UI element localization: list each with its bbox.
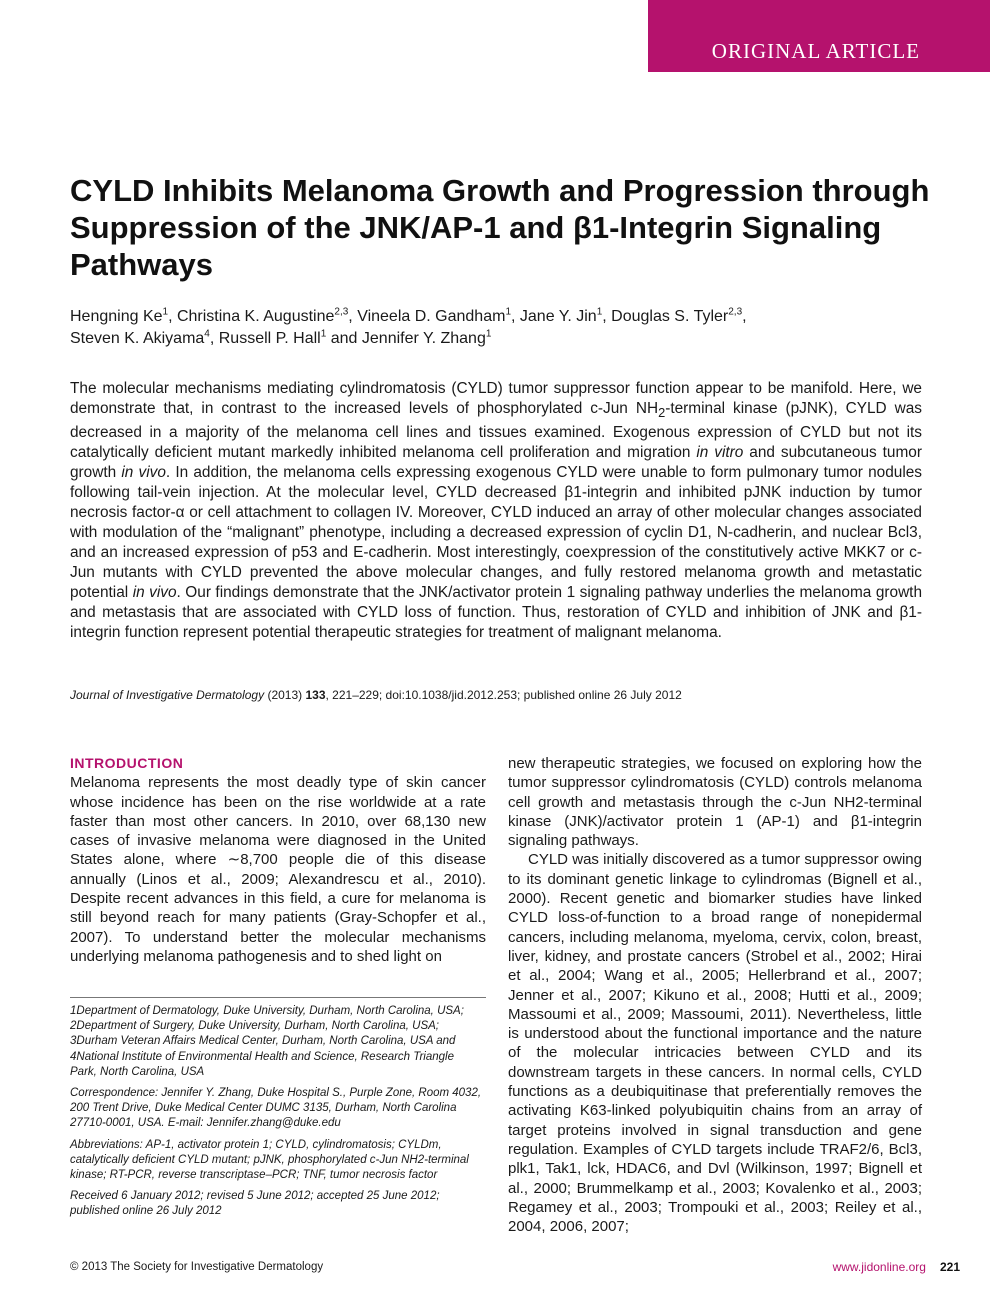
abstract-subscript: 2 bbox=[658, 405, 666, 421]
intro-paragraph: Melanoma represents the most deadly type of skin cancer whose incidence has been on the rise worldwide at a rate faster than most other cancers. In 2010, over 68,130 new cases of invasive melanoma were diagnosed in the United States alone, where ∼8,700 people die of this disease annually (Linos et al., 2009; Alexandrescu et al., 2010). Despite recent advances in this field, a cure for melanoma is still beyond reach for many patients (Gray-Schopfer et al., 2007). To understand better the molecular mechanisms underlying melanoma pathogenesis and to shed light on bbox=[70, 774, 486, 965]
journal-citation bbox=[70, 687, 930, 703]
abstract-text: . In addition, the melanoma cells expressing exogenous CYLD were unable to form pulmonary tumor nodules following tail-vein injection. At the molecular level, CYLD decreased β1-integrin and inhibited pJNK induction by tumor necrosis factor-α or cell attachment to collagen IV. Moreover, CYLD induced an array of other molecular changes associated with modulation of the “malignant” phenotype, including a decreased expression of cyclin D1, N-cadherin, and nuclear Bcl3, and an increased expression of p53 and E-cadherin. Most interestingly, coexpression of the constitutively active MKK7 or c-Jun mutants with CYLD prevented the above molecular changes, and fully restored melanoma growth and metastatic potential bbox=[70, 464, 922, 602]
author-list: Hengning Ke$^1$, Christina K. Augustine$^{2,3}$, Vineela D. Gandham$^1$, Jane Y. Jin$^1$, Douglas S. Tyler$^{2,3}$, Steven K. Akiyama$^4$, Russell P. Hall$^1$ and Jennifer Y. Zhang$^1$ bbox=[70, 306, 747, 347]
citation-volume: 133 bbox=[305, 688, 326, 702]
author-affiliation: 1 bbox=[596, 306, 603, 318]
abstract-italic: in vivo bbox=[121, 464, 166, 482]
author-affiliation: 2,3 bbox=[728, 306, 743, 318]
author: Jane Y. Jin bbox=[519, 308, 597, 325]
article-type-label: ORIGINAL ARTICLE bbox=[711, 39, 920, 63]
footnotes bbox=[70, 1004, 482, 1226]
abstract-text: The molecular mechanisms mediating cylindromatosis (CYLD) tumor suppressor function appear to be manifold. Here, we demonstrate that, in contrast to the increased levels of phosphorylated c-Jun NH bbox=[70, 380, 922, 417]
author-affiliation: 1 bbox=[485, 328, 492, 340]
author: Russell P. Hall bbox=[218, 330, 321, 347]
journal-name: Journal of Investigative Dermatology bbox=[70, 688, 265, 702]
body-paragraph: CYLD was initially discovered as a tumor suppressor owing to its dominant genetic linkage to cylindromas (Bignell et al., 2000). Recent genetic and biomarker studies have linked CYLD loss-of-function to a broad range of nonepidermal cancers, including melanoma, myeloma, cervix, colon, breast, liver, kidney, and prostate cancers (Strobel et al., 2002; Hirai et al., 2004; Wang et al., 2005; Hellerbrand et al., 2007; Jenner et al., 2007; Kikuno et al., 2008; Hutti et al., 2009; Massoumi et al., 2009; Massoumi, 2011). Nevertheless, little is understood about the functional importance and the nature of the molecular intricacies between CYLD and its downstream targets in these cancers. In normal cells, CYLD functions as a deubiquitinase that preferentially removes the activating K63-linked polyubiquitin chains from an array of target proteins involved in signal transduction and gene regulation. Examples of CYLD targets include TRAF2/6, Bcl3, plk1, Tak1, lck, HDAC6, and Dvl (Wilkinson, 1997; Bignell et al., 2000; Brummelkamp et al., 2003; Kovalenko et al., 2003; Regamey et al., 2003; Trompouki et al., 2003; Reiley et al., 2004, 2006, 2007; bbox=[508, 851, 922, 1236]
author-affiliation: 1 bbox=[505, 306, 511, 318]
received-note: Received 6 January 2012; revised 5 June 2012; accepted 25 June 2012; published online 26 July 2012 bbox=[70, 1190, 440, 1218]
copyright-notice: © 2013 The Society for Investigative Dermatology bbox=[70, 1261, 324, 1273]
author: Douglas S. Tyler bbox=[611, 308, 729, 325]
author-affiliation: 1 bbox=[162, 306, 169, 318]
author-affiliation: 2,3 bbox=[334, 306, 349, 318]
page-footer bbox=[833, 1260, 960, 1274]
author-connector: and bbox=[330, 330, 358, 347]
footnote-divider bbox=[70, 997, 486, 998]
page-number: 221 bbox=[939, 1260, 960, 1274]
correspondence-note: Correspondence: Jennifer Y. Zhang, Duke Hospital S., Purple Zone, Room 4032, 200 Trent Drive, Duke Medical Center DUMC 3135, Durham, North Carolina 27710-0001, USA. E-mail: Jennifer.zhang@duke.edu bbox=[70, 1087, 482, 1130]
author: Vineela D. Gandham bbox=[357, 308, 506, 325]
author-affiliation: 4 bbox=[204, 328, 210, 340]
author-affiliation: 1 bbox=[320, 328, 327, 340]
article-title: CYLD Inhibits Melanoma Growth and Progression through Suppression of the JNK/AP-1 and β1-Integrin Signaling Pathways bbox=[70, 173, 930, 282]
abstract-text: -terminal kinase (pJNK), CYLD was decreased in a majority of the melanoma cell lines and tissues examined. Exogenous expression of CYLD but not its catalytically deficient mutant markedly inhibited melanoma cell proliferation and migration bbox=[70, 400, 922, 462]
abstract-text: and subcutaneous tumor growth bbox=[70, 444, 922, 482]
affiliations-note: 1Department of Dermatology, Duke University, Durham, North Carolina, USA; 2Department of Surgery, Duke University, Durham, North Carolina, USA; 3Durham Veteran Affairs Medical Center, Durham, North Carolina, USA and 4National Institute of Environmental Health and Science, Research Triangle Park, North Carolina, USA bbox=[70, 1005, 464, 1078]
author: Jennifer Y. Zhang bbox=[361, 330, 486, 347]
author: Christina K. Augustine bbox=[176, 308, 335, 325]
section-heading-introduction: INTRODUCTION bbox=[70, 755, 184, 771]
abstract bbox=[70, 379, 922, 643]
author: Steven K. Akiyama bbox=[70, 330, 205, 347]
citation-details: , 221–229; doi:10.1038/jid.2012.253; published online 26 July 2012 bbox=[325, 688, 682, 702]
citation-year: (2013) bbox=[264, 688, 306, 702]
abstract-italic: in vitro bbox=[696, 444, 744, 462]
abbreviations-note: Abbreviations: AP-1, activator protein 1; CYLD, cylindromatosis; CYLDm, catalytically deficient CYLD mutant; pJNK, phosphorylated c-Jun NH2-terminal kinase; RT-PCR, reverse transcriptase–PCR; TNF, tumor necrosis factor bbox=[70, 1138, 469, 1182]
right-column bbox=[508, 754, 922, 1236]
abstract-italic: in vivo bbox=[132, 584, 177, 602]
abstract-text: . Our findings demonstrate that the JNK/activator protein 1 signaling pathway underlies the melanoma growth and metastasis that are associated with CYLD loss of function. Thus, restoration of CYLD and inhibition of JNK and β1-integrin function represent potential therapeutic strategies for treatment of malignant melanoma. bbox=[70, 584, 923, 642]
article-type-banner bbox=[648, 0, 990, 72]
author: Hengning Ke bbox=[70, 308, 163, 325]
body-paragraph: new therapeutic strategies, we focused on exploring how the tumor suppressor cylindromatosis (CYLD) controls melanoma cell growth and metastasis through the c-Jun NH2-terminal kinase (JNK)/activator protein 1 (AP-1) and β1-integrin signaling pathways. bbox=[508, 755, 922, 850]
journal-website-link[interactable]: www.jidonline.org bbox=[832, 1260, 926, 1274]
left-column bbox=[70, 754, 486, 966]
